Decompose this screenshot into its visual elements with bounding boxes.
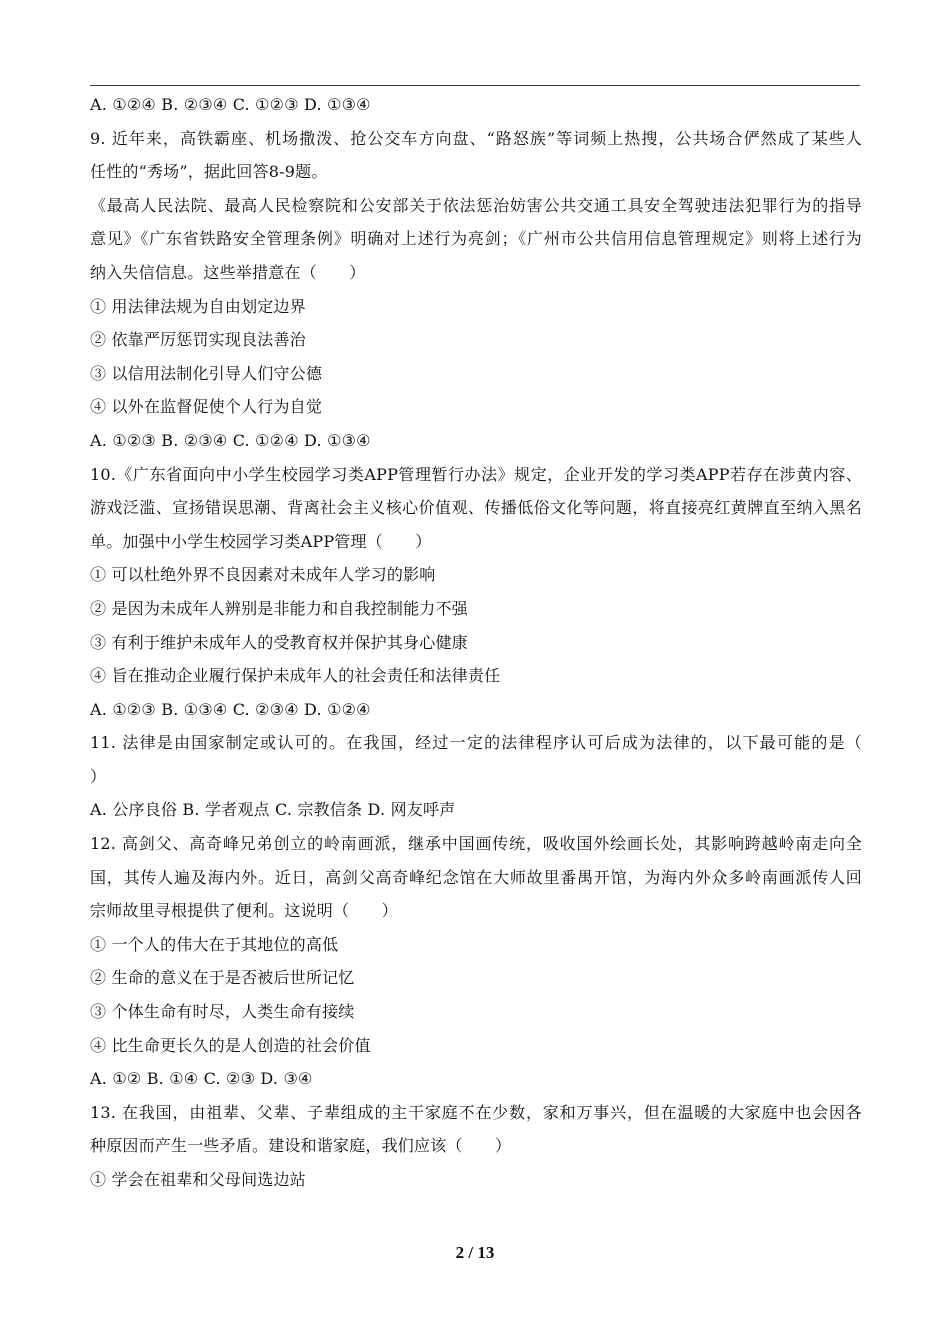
text-line: 13. 在我国，由祖辈、父辈、子辈组成的主干家庭不在少数，家和万事兴，但在温暖的大家庭中也会因各: [90, 1102, 862, 1122]
text-line: 10.《广东省面向中小学生校园学习类APP管理暂行办法》规定，企业开发的学习类APP若存在涉黄内容、: [90, 464, 862, 484]
text-line: A. ①②③ B. ①③④ C. ②③④ D. ①②④: [90, 699, 371, 719]
text-line: ④ 比生命更长久的是人创造的社会价值: [90, 1035, 371, 1055]
text-line: 意见》《广东省铁路安全管理条例》明确对上述行为亮剑；《广州市公共信用信息管理规定》则将上述行为: [90, 229, 862, 249]
text-line: A. 公序良俗 B. 学者观点 C. 宗教信条 D. 网友呼声: [90, 800, 456, 820]
text-line: 任性的“秀场”，据此回答8-9题。: [90, 162, 328, 182]
text-line: ① 学会在祖辈和父母间选边站: [90, 1170, 306, 1189]
text-line: 9. 近年来，高铁霸座、机场撒泼、抢公交车方向盘、“路怒族”等词频上热搜，公共场合俨然成了某些人: [90, 128, 862, 148]
text-line: ② 生命的意义在于是否被后世所记忆: [90, 968, 355, 988]
text-line: ③ 有利于维护未成年人的受教育权并保护其身心健康: [90, 632, 468, 652]
text-line: ① 一个人的伟大在于其地位的高低: [90, 934, 339, 954]
text-line: 单。加强中小学生校园学习类APP管理（ ）: [90, 531, 432, 551]
text-line: A. ①②④ B. ②③④ C. ①②③ D. ①③④: [90, 95, 371, 114]
text-line: ② 依靠严厉惩罚实现良法善治: [90, 330, 306, 350]
text-line: ③ 个体生命有时尽，人类生命有接续: [90, 1002, 355, 1022]
text-line: 《最高人民法院、最高人民检察院和公安部关于依法惩治妨害公共交通工具安全驾驶违法犯罪行为的指导: [90, 195, 862, 215]
text-line: ④ 以外在监督促使个人行为自觉: [90, 397, 323, 417]
text-line: ① 用法律法规为自由划定边界: [90, 296, 306, 316]
text-line: ③ 以信用法制化引导人们守公德: [90, 363, 323, 383]
text-line: 纳入失信信息。这些举措意在（ ）: [90, 262, 366, 282]
text-line: 游戏泛滥、宣扬错误思潮、背离社会主义核心价值观、传播低俗文化等问题，将直接亮红黄牌直至纳入黑名: [90, 498, 862, 518]
text-line: 宗师故里寻根提供了便利。这说明（ ）: [90, 901, 398, 921]
text-line: ① 可以杜绝外界不良因素对未成年人学习的影响: [90, 565, 436, 585]
document-body: [90, 88, 862, 1197]
text-line: 国，其传人遍及海内外。近日，高剑父高奇峰纪念馆在大师故里番禺开馆，为海内外众多岭南画派传人回: [90, 867, 862, 887]
page-number: 2 / 13: [455, 1243, 495, 1262]
text-line: 12. 高剑父、高奇峰兄弟创立的岭南画派，继承中国画传统，吸收国外绘画长处，其影响跨越岭南走向全: [90, 834, 862, 854]
text-line: 种原因而产生一些矛盾。建设和谐家庭，我们应该（ ）: [90, 1136, 512, 1156]
text-line: ）: [90, 766, 107, 786]
text-line: 11. 法律是由国家制定或认可的。在我国，经过一定的法律程序认可后成为法律的，以下最可能的是（: [90, 733, 862, 753]
text-line: ④ 旨在推动企业履行保护未成年人的社会责任和法律责任: [90, 666, 501, 686]
text-line: A. ①② B. ①④ C. ②③ D. ③④: [90, 1069, 313, 1089]
text-line: A. ①②③ B. ②③④ C. ①②④ D. ①③④: [90, 430, 371, 450]
header-rule: [90, 85, 860, 86]
text-line: ② 是因为未成年人辨别是非能力和自我控制能力不强: [90, 598, 468, 618]
